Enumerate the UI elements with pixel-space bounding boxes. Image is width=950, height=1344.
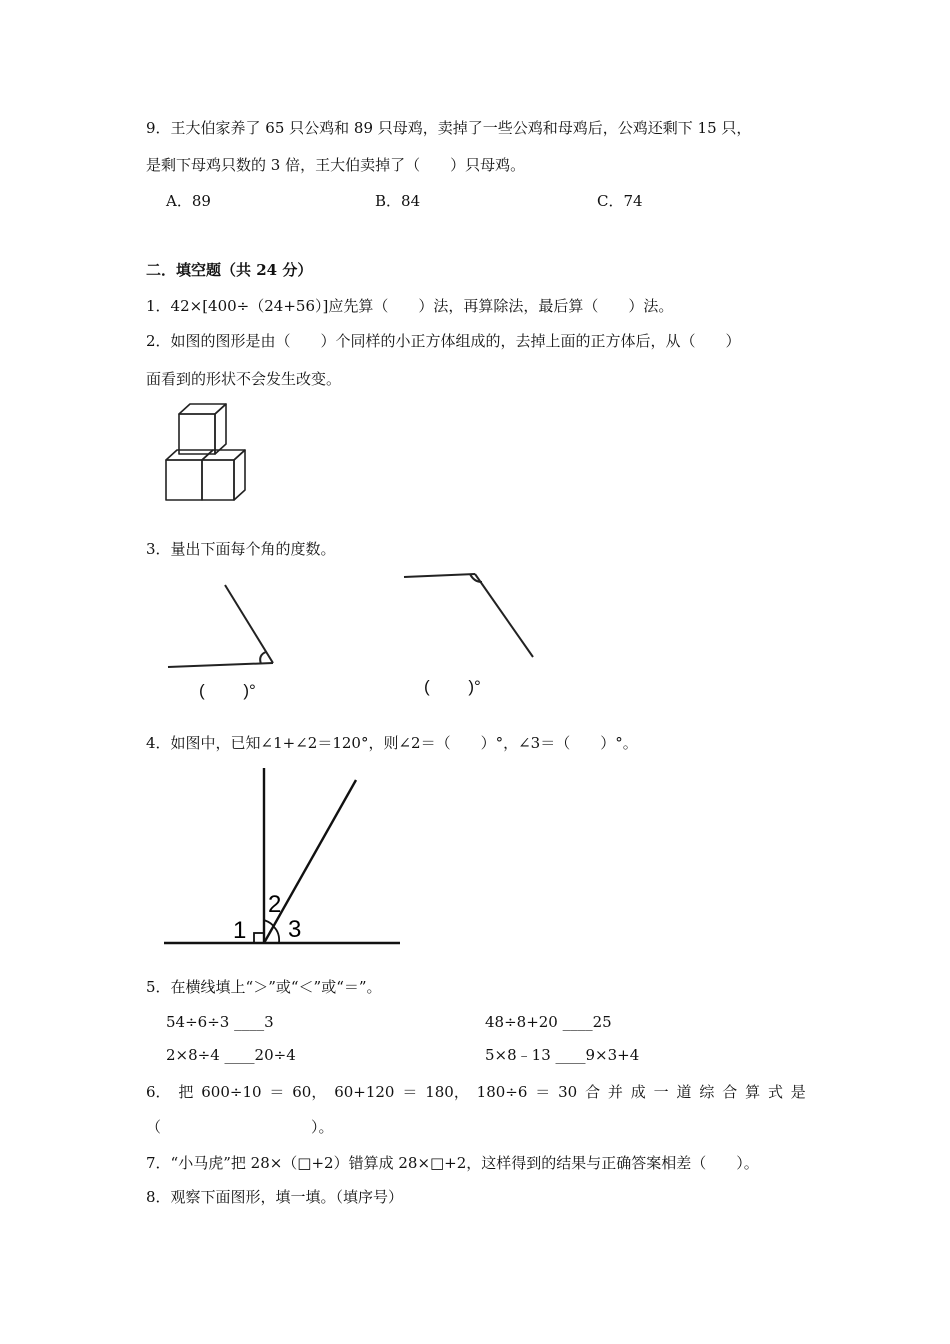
compare-item-4: 5×8﹣13 ____9×3+4 xyxy=(485,1046,640,1064)
compare-item-2: 48÷8+20 ____25 xyxy=(485,1013,612,1031)
compare-item-1: 54÷6÷3 ____3 xyxy=(166,1013,274,1031)
section-title: 二．填空题（共 24 分） xyxy=(146,261,313,279)
option-a: A．89 xyxy=(166,192,211,210)
question-1: 1．42×[400÷（24+56）]应先算（ ）法，再算除法，最后算（ ）法。 xyxy=(146,297,674,315)
question-7: 7．“小马虎”把 28×（□+2）错算成 28×□+2，这样得到的结果与正确答案相差（ ）。 xyxy=(146,1154,759,1172)
angle-label-1: 1 xyxy=(233,917,247,944)
question-9-line-1: 9．王大伯家养了 65 只公鸡和 89 只母鸡，卖掉了一些公鸡和母鸡后，公鸡还剩下 15 只， xyxy=(146,119,752,137)
angle-answer-blank-1: ( )° xyxy=(199,681,256,700)
question-9-line-2: 是剩下母鸡只数的 3 倍，王大伯卖掉了（ ）只母鸡。 xyxy=(146,156,526,174)
angle-figure-right xyxy=(400,565,540,665)
angle-label-3: 3 xyxy=(288,916,302,943)
angles-figure xyxy=(160,760,410,950)
question-5: 5．在横线填上“＞”或“＜”或“＝”。 xyxy=(146,978,382,996)
question-4: 4．如图中，已知∠1+∠2＝120°，则∠2＝（ ）°，∠3＝（ ）°。 xyxy=(146,734,638,752)
option-c: C．74 xyxy=(597,192,643,210)
angle-label-2: 2 xyxy=(268,891,282,918)
cube-figure xyxy=(164,402,246,504)
compare-item-3: 2×8÷4 ____20÷4 xyxy=(166,1046,296,1064)
question-6-line-2: （ ）。 xyxy=(146,1118,334,1136)
question-6-line-1: 6． 把 600÷10 ＝ 60， 60+120 ＝ 180， 180÷6 ＝ 30 合 并 成 一 道 综 合 算 式 是 xyxy=(146,1083,806,1101)
question-2-line-1: 2．如图的图形是由（ ）个同样的小正方体组成的，去掉上面的正方体后，从（ ） xyxy=(146,332,741,350)
angle-answer-blank-2: ( )° xyxy=(424,677,481,696)
question-8: 8．观察下面图形，填一填。（填序号） xyxy=(146,1188,404,1206)
question-3: 3．量出下面每个角的度数。 xyxy=(146,540,336,558)
option-b: B．84 xyxy=(375,192,421,210)
question-2-line-2: 面看到的形状不会发生改变。 xyxy=(146,370,342,388)
